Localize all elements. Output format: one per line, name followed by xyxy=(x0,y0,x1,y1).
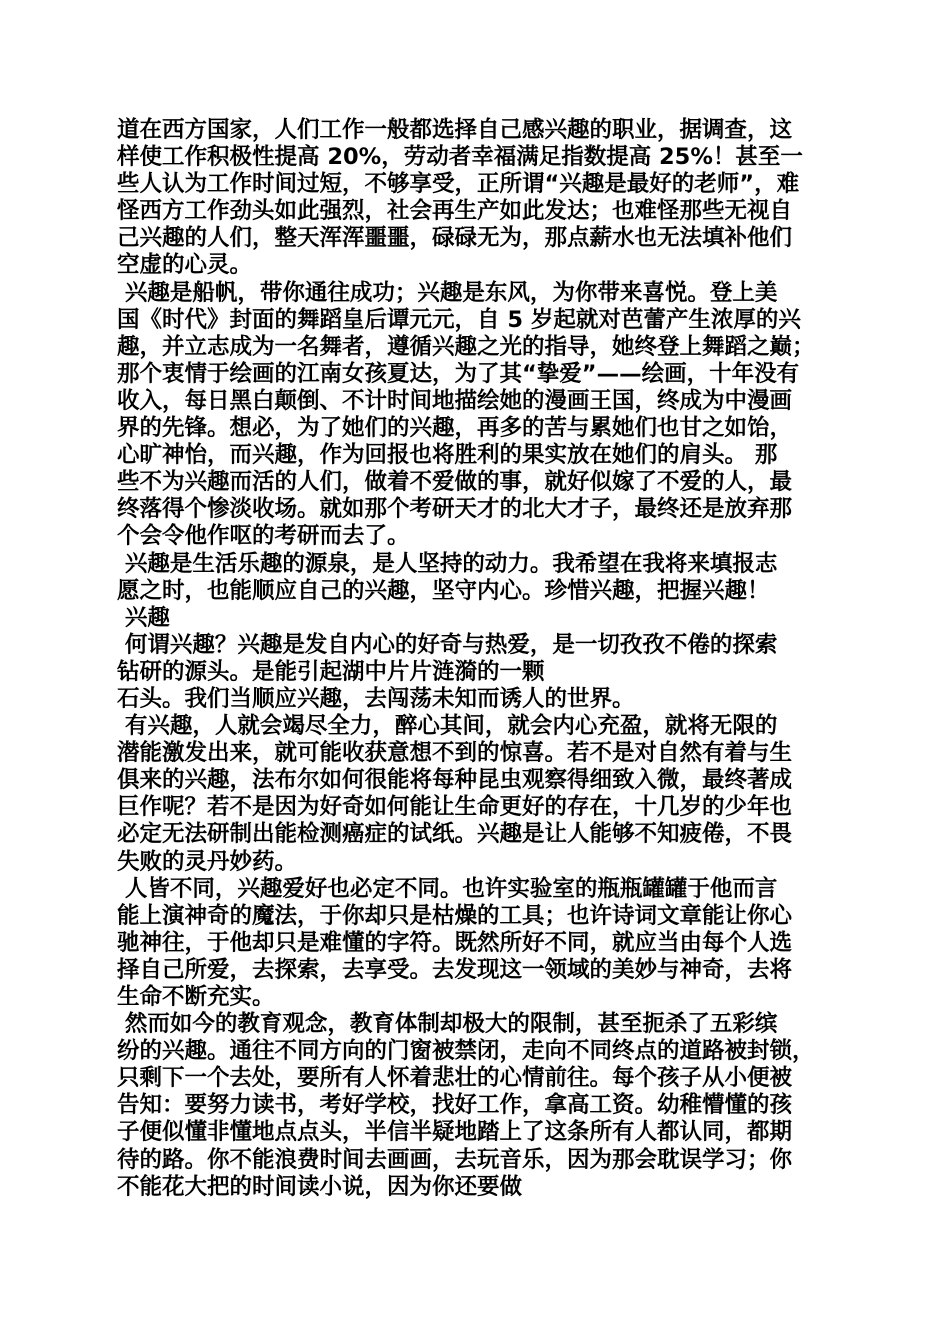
text-line: 石头。我们当顺应兴趣，去闯荡未知而诱人的世界。 xyxy=(117,685,635,712)
text-line: 终落得个惨淡收场。就如那个考研天才的北大才子，最终还是放弃那 xyxy=(117,496,793,523)
text-line: 有兴趣，人就会竭尽全力，醉心其间，就会内心充盈，就将无限的 xyxy=(117,713,778,740)
text-line: 巨作呢？若不是因为好奇如何能让生命更好的存在，十几岁的少年也 xyxy=(117,794,793,821)
text-line: 心旷神怡，而兴趣，作为回报也将胜利的果实放在她们的肩头。 那 xyxy=(117,442,778,469)
text-line: 个会令他作呕的考研而去了。 xyxy=(117,523,410,550)
text-line: 趣，并立志成为一名舞者，遵循兴趣之光的指导，她终登上舞蹈之巅； xyxy=(117,333,815,360)
text-line: 些人认为工作时间过短，不够享受，正所谓“兴趣是最好的老师”，难 xyxy=(117,171,800,198)
text-line: 些不为兴趣而活的人们，做着不爱做的事，就好似嫁了不爱的人，最 xyxy=(117,469,793,496)
text-line: 人皆不同，兴趣爱好也必定不同。也许实验室的瓶瓶罐罐于他而言 xyxy=(117,875,778,902)
text-line: 兴趣是生活乐趣的源泉，是人坚持的动力。我希望在我将来填报志 xyxy=(117,550,778,577)
text-line: 愿之时，也能顺应自己的兴趣，坚守内心。珍惜兴趣，把握兴趣！ xyxy=(117,577,770,604)
text-line: 道在西方国家，人们工作一般都选择自己感兴趣的职业，据调查，这 xyxy=(117,117,793,143)
section-title: 兴趣 xyxy=(117,604,170,631)
text-line: 待的路。你不能浪费时间去画画，去玩音乐，因为那会耽误学习；你 xyxy=(117,1146,793,1173)
text-line: 失败的灵丹妙药。 xyxy=(117,848,298,875)
text-line: 驰神往，于他却只是难懂的字符。既然所好不同，就应当由每个人选 xyxy=(117,929,793,956)
text-line: 只剩下一个去处，要所有人怀着悲壮的心情前往。每个孩子从小便被 xyxy=(117,1065,793,1092)
text-line: 国《时代》封面的舞蹈皇后谭元元，自 5 岁起就对芭蕾产生浓厚的兴 xyxy=(117,306,801,333)
essay-body xyxy=(117,117,837,1201)
text-line: 不能花大把的时间读小说，因为你还要做 xyxy=(117,1173,523,1200)
text-line: 择自己所爱，去探索，去享受。去发现这一领域的美妙与神奇，去将 xyxy=(117,956,793,983)
text-line: 己兴趣的人们，整天浑浑噩噩，碌碌无为，那点薪水也无法填补他们 xyxy=(117,225,793,252)
text-line: 子便似懂非懂地点点头，半信半疑地踏上了这条所有人都认同，都期 xyxy=(117,1119,793,1146)
text-line: 纷的兴趣。通往不同方向的门窗被禁闭，走向不同终点的道路被封锁， xyxy=(117,1038,815,1065)
text-line: 界的先锋。想必，为了她们的兴趣，再多的苦与累她们也甘之如饴， xyxy=(117,415,793,442)
text-line: 兴趣是船帆，带你通往成功；兴趣是东风，为你带来喜悦。登上美 xyxy=(117,279,778,306)
text-line: 潜能激发出来，就可能收获意想不到的惊喜。若不是对自然有着与生 xyxy=(117,740,793,767)
text-line: 收入，每日黑白颠倒、不计时间地描绘她的漫画王国，终成为中漫画 xyxy=(117,387,793,414)
text-line: 钻研的源头。是能引起湖中片片涟漪的一颗 xyxy=(117,658,545,685)
text-line: 俱来的兴趣，法布尔如何很能将每种昆虫观察得细致入微，最终著成 xyxy=(117,767,793,794)
text-line: 能上演神奇的魔法，于你却只是枯燥的工具；也许诗词文章能让你心 xyxy=(117,902,793,929)
text-line: 必定无法研制出能检测癌症的试纸。兴趣是让人能够不知疲倦，不畏 xyxy=(117,821,793,848)
text-line: 生命不断充实。 xyxy=(117,984,275,1010)
text-line: 那个衷情于绘画的江南女孩夏达，为了其“挚爱”——绘画，十年没有 xyxy=(117,360,800,387)
text-line: 告知：要努力读书，考好学校，找好工作，拿高工资。幼稚懵懂的孩 xyxy=(117,1092,793,1119)
text-line: 何谓兴趣？兴趣是发自内心的好奇与热爱，是一切孜孜不倦的探索 xyxy=(117,631,778,658)
text-line: 怪西方工作劲头如此强烈，社会再生产如此发达；也难怪那些无视自 xyxy=(117,198,793,225)
text-line: 然而如今的教育观念，教育体制却极大的限制，甚至扼杀了五彩缤 xyxy=(117,1011,778,1038)
text-line: 样使工作积极性提高 20%，劳动者幸福满足指数提高 25%！甚至一 xyxy=(117,144,803,171)
text-line: 空虚的心灵。 xyxy=(117,252,253,279)
